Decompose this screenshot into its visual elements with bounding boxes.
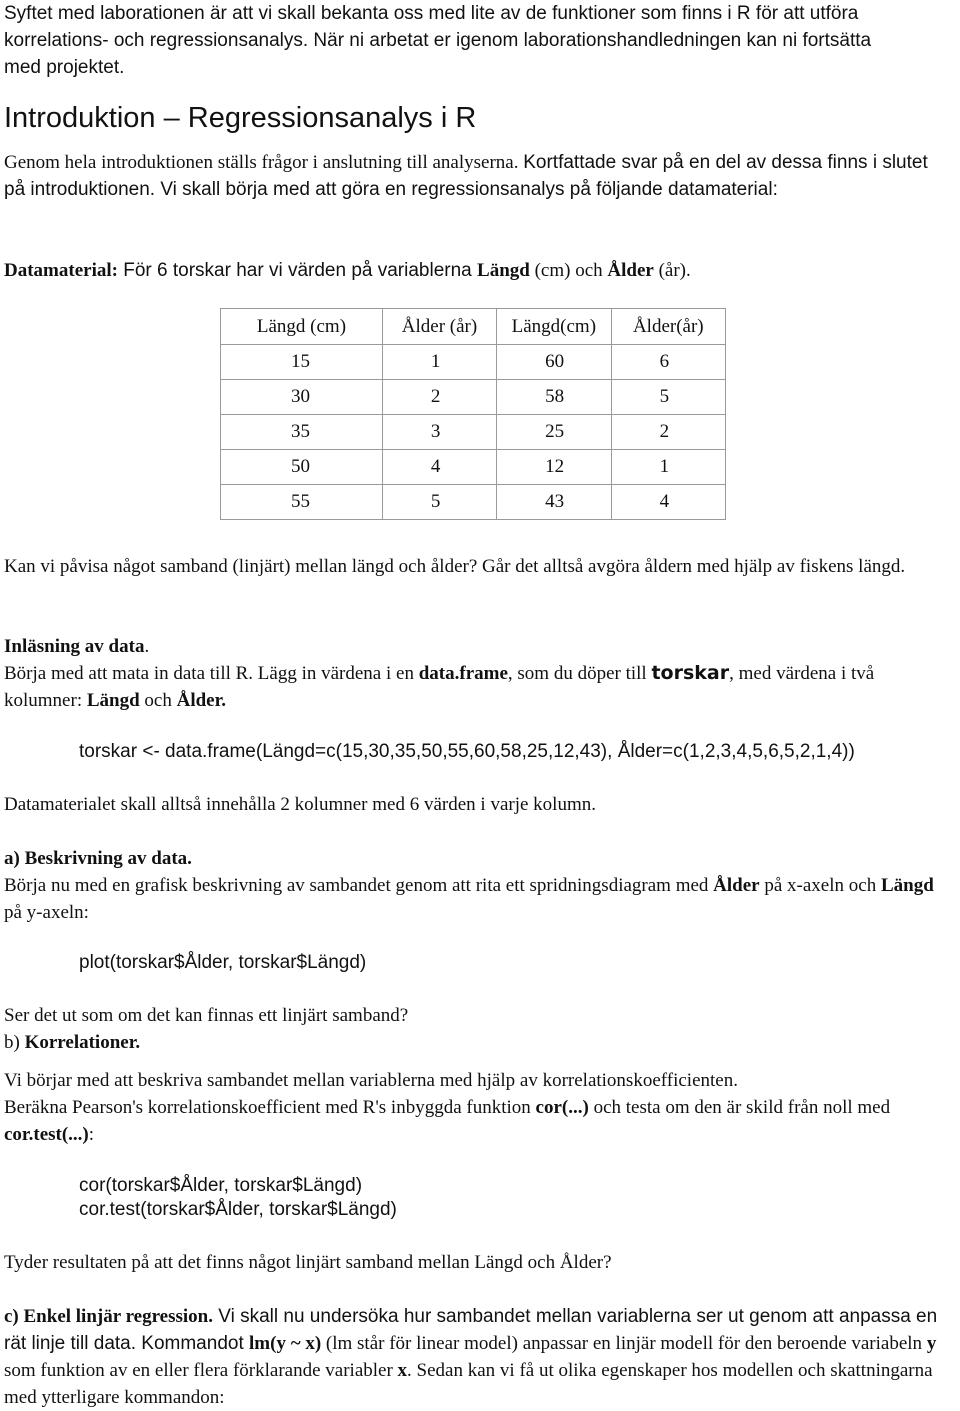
section-b-paragraph bbox=[4, 1067, 946, 1148]
p1-part-c: Vi skall börja med att göra en regressionsanalys på följande datamaterial: bbox=[160, 179, 778, 200]
intro-paragraph bbox=[4, 0, 946, 81]
table-row bbox=[221, 345, 726, 380]
column-header: Ålder (år) bbox=[382, 309, 496, 345]
intro-line-1: Syftet med laborationen är att vi skall bekanta oss med lite av de funktioner som finns i R för att utföra bbox=[4, 3, 859, 24]
inlasning-text-1: Börja med att mata in data till R. Lägg in värdena i en bbox=[4, 663, 419, 684]
column-header: Ålder(år) bbox=[611, 309, 725, 345]
table-cell: 35 bbox=[221, 415, 383, 450]
table-cell: 1 bbox=[382, 345, 496, 380]
section-c-paragraph bbox=[4, 1303, 946, 1411]
table-cell: 4 bbox=[382, 450, 496, 485]
code-cor-test-line: cor.test(torskar$Ålder, torskar$Längd) bbox=[79, 1199, 397, 1220]
table-row bbox=[221, 450, 726, 485]
data-table bbox=[220, 308, 726, 520]
section-b-text-3: och testa om den är skild från noll med bbox=[588, 1097, 891, 1118]
table-cell: 5 bbox=[611, 380, 725, 415]
code-cor-line: cor(torskar$Ålder, torskar$Längd) bbox=[79, 1175, 363, 1196]
column-header: Längd (cm) bbox=[221, 309, 383, 345]
table-cell: 2 bbox=[382, 380, 496, 415]
table-row bbox=[221, 380, 726, 415]
table-cell: 55 bbox=[221, 485, 383, 520]
inlasning-text-2: , som du döper till bbox=[507, 663, 652, 684]
variable-langd: Längd bbox=[477, 260, 530, 281]
table-cell: 25 bbox=[497, 415, 612, 450]
table-cell: 43 bbox=[497, 485, 612, 520]
table-cell: 2 bbox=[611, 415, 725, 450]
linear-question-block bbox=[4, 1002, 946, 1056]
inlasning-heading: Inläsning av data bbox=[4, 636, 145, 657]
cor-test-function: cor.test(...) bbox=[4, 1124, 89, 1145]
question-samband bbox=[4, 553, 946, 580]
column-header: Längd(cm) bbox=[497, 309, 612, 345]
data-frame-term: data.frame bbox=[418, 663, 508, 684]
section-a-var-langd: Längd bbox=[880, 875, 934, 896]
datamaterial-text-1: För 6 torskar har vi värden på variablerna bbox=[117, 260, 478, 281]
section-heading: Introduktion – Regressionsanalys i R bbox=[4, 102, 477, 134]
column-langd: Längd bbox=[86, 690, 140, 711]
inlasning-text-4: och bbox=[139, 690, 177, 711]
inlasning-text-3: , med värdena i två kolumner: bbox=[4, 663, 875, 711]
table-row bbox=[221, 485, 726, 520]
question-1a: Kan vi påvisa något samband (linjärt) mellan längd och ålder? bbox=[4, 556, 483, 577]
table-cell: 58 bbox=[497, 380, 612, 415]
datamaterial-paragraph bbox=[4, 257, 946, 284]
section-a bbox=[4, 845, 946, 926]
table-cell: 15 bbox=[221, 345, 383, 380]
section-c-text-1: Vi skall nu undersöka hur sambandet mellan variablerna ser ut genom att anpassa en rät linje till data. Kommandot bbox=[4, 1306, 938, 1354]
table-header-row bbox=[221, 309, 726, 345]
variable-y: y bbox=[926, 1333, 937, 1354]
section-a-text-2: på x-axeln och bbox=[759, 875, 881, 896]
section-a-text-3: på y-axeln: bbox=[4, 902, 89, 923]
table-cell: 12 bbox=[497, 450, 612, 485]
variable-x: x bbox=[397, 1360, 408, 1381]
section-b-text-4: : bbox=[88, 1124, 95, 1145]
section-a-text-1: Börja nu med en grafisk beskrivning av sambandet genom att rita ett spridningsdiagram med bbox=[4, 875, 714, 896]
table-cell: 3 bbox=[382, 415, 496, 450]
p1-part-a: Genom hela introduktionen ställs frågor i anslutning till analyserna. bbox=[4, 152, 524, 173]
p1-part-b: Kortfattade svar på en del av dessa finns i slutet på introduktionen. bbox=[4, 152, 928, 200]
section-a-var-alder: Ålder bbox=[713, 875, 760, 896]
datamaterial-text-3: (år). bbox=[653, 260, 691, 281]
section-c-text-3: som funktion av en eller flera förklarande variabler bbox=[4, 1360, 398, 1381]
section-b-text-2: Beräkna Pearson's korrelationskoefficient med R's inbyggda funktion bbox=[4, 1097, 536, 1118]
section-c-text-2: (lm står för linear model) anpassar en linjär modell för den beroende variabeln bbox=[321, 1333, 927, 1354]
table-cell: 50 bbox=[221, 450, 383, 485]
table-cell: 5 bbox=[382, 485, 496, 520]
inlasning-dot: . bbox=[144, 636, 150, 657]
section-a-heading: a) Beskrivning av data. bbox=[4, 848, 192, 869]
datamaterial-text-2: (cm) och bbox=[529, 260, 608, 281]
table-cell: 60 bbox=[497, 345, 612, 380]
code-cor bbox=[79, 1174, 946, 1222]
code-dataframe: torskar <- data.frame(Längd=c(15,30,35,50,55,60,58,25,12,43), Ålder=c(1,2,3,4,5,6,5,2,1,4)) bbox=[79, 741, 855, 762]
lm-command: lm(y ~ x) bbox=[249, 1333, 322, 1354]
table-cell: 1 bbox=[611, 450, 725, 485]
section-b-text-1: Vi börjar med att beskriva sambandet mellan variablerna med hjälp av korrelationskoefficienten. bbox=[4, 1070, 738, 1091]
inlasning-paragraph bbox=[4, 633, 946, 714]
variable-alder: Ålder bbox=[607, 260, 654, 281]
cor-function: cor(...) bbox=[535, 1097, 589, 1118]
intro-line-3: med projektet. bbox=[4, 57, 125, 78]
column-alder: Ålder. bbox=[176, 690, 227, 711]
section-c-heading: c) Enkel linjär regression. bbox=[4, 1306, 213, 1327]
section-b-prefix: b) bbox=[4, 1032, 25, 1053]
torskar-name: torskar bbox=[651, 662, 730, 684]
table-cell: 6 bbox=[611, 345, 725, 380]
table-cell: 4 bbox=[611, 485, 725, 520]
tyder-question: Tyder resultaten på att det finns något linjärt samband mellan Längd och Ålder? bbox=[4, 1252, 612, 1273]
table-cell: 30 bbox=[221, 380, 383, 415]
question-1b: Går det alltså avgöra åldern med hjälp av fiskens längd. bbox=[482, 556, 906, 577]
intro-questions-paragraph bbox=[4, 149, 946, 203]
section-b-heading: Korrelationer. bbox=[24, 1032, 141, 1053]
columns-paragraph: Datamaterialet skall alltså innehålla 2 kolumner med 6 värden i varje kolumn. bbox=[4, 794, 596, 815]
section-c-text-4: . Sedan kan vi få ut olika egenskaper hos modellen och skattningarna med ytterligare kommandon: bbox=[4, 1360, 933, 1408]
table-row bbox=[221, 415, 726, 450]
intro-line-2: korrelations- och regressionsanalys. När ni arbetat er igenom laborationshandledningen kan ni fortsätta bbox=[4, 30, 872, 51]
code-plot: plot(torskar$Ålder, torskar$Längd) bbox=[79, 952, 367, 973]
linear-question: Ser det ut som om det kan finnas ett linjärt samband? bbox=[4, 1005, 409, 1026]
datamaterial-label: Datamaterial: bbox=[4, 260, 118, 281]
